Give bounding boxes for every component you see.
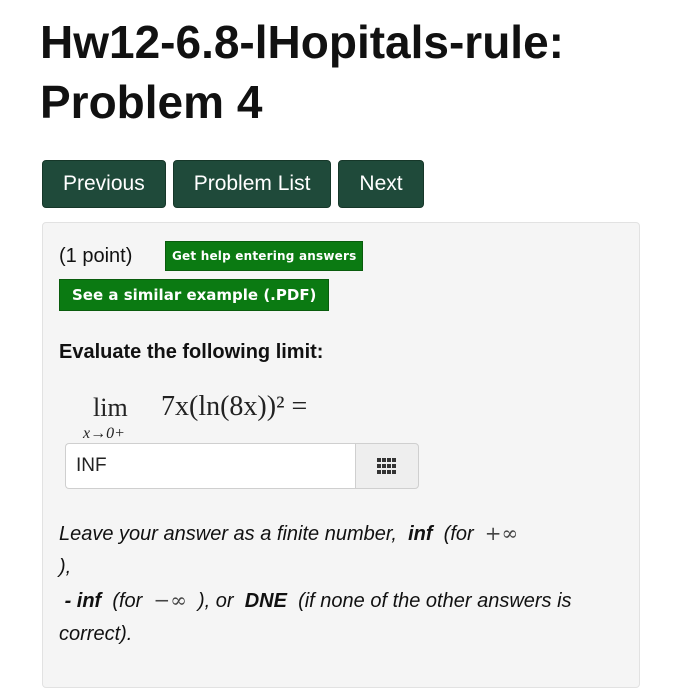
next-button[interactable]: Next [338,160,423,208]
instructions-text-3: ), [59,556,72,578]
instructions-text-5: ), or [198,590,234,612]
problem-prompt: Evaluate the following limit: [59,341,324,363]
instructions-text-6: (if none of the other answers is correct). [59,590,572,645]
lim-subscript: x→0+ [83,425,125,442]
instructions-text-1: Leave your answer as a finite number, [59,523,397,545]
problem-list-button[interactable]: Problem List [173,160,332,208]
answer-instructions [59,517,619,651]
instructions-text-4: (for [112,590,143,612]
similar-example-link[interactable]: See a similar example (.PDF) [59,279,329,311]
problem-panel [42,222,640,688]
instructions-text-2: (for [443,523,474,545]
lim-operator: lim [93,393,128,422]
equation-palette-button[interactable] [355,443,419,489]
minus-infinity-symbol: −∞ [153,588,187,612]
points-label: (1 point) [59,245,133,267]
help-entering-answers-link[interactable]: Get help entering answers [165,241,363,271]
keyword-inf: inf [408,523,433,545]
plus-infinity-symbol: +∞ [484,521,519,545]
grid-keypad-icon [377,458,397,474]
page-title: Hw12-6.8-lHopitals-rule: Problem 4 [40,16,564,128]
previous-button[interactable]: Previous [42,160,166,208]
keyword-neg-inf: - inf [64,590,102,612]
problem-navigation [42,160,424,208]
answer-input[interactable] [65,443,355,489]
limit-function: 7x(ln(8x))² = [161,391,308,422]
keyword-dne: DNE [244,590,287,612]
